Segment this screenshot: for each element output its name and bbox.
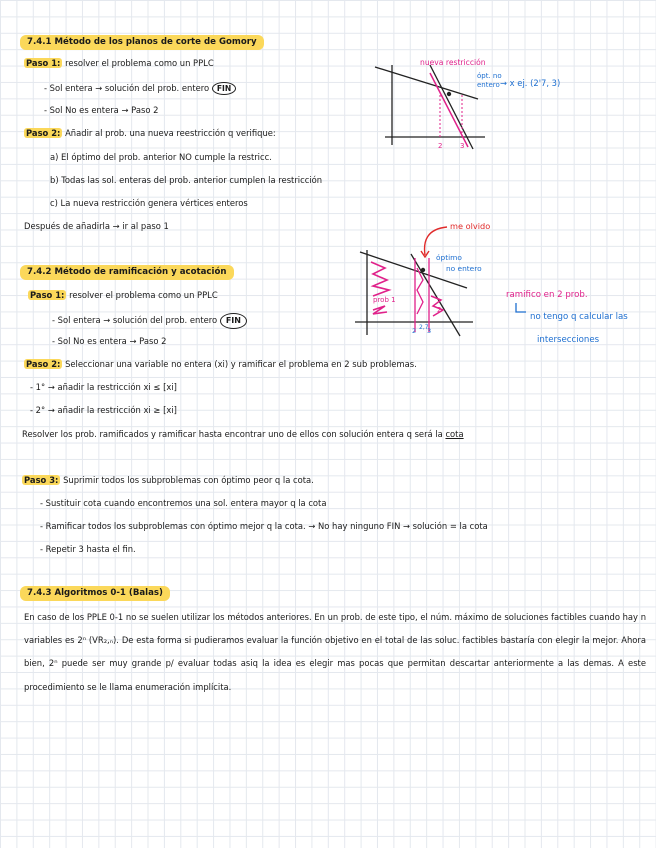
fin-badge-b: FIN [220,313,247,329]
paso-2-label: Paso 2: [26,128,61,138]
sketch2-prob2-label: 2 [437,306,442,314]
sketch2-tick-2: 2 [412,327,417,335]
paso-1-label: Paso 1: [26,58,61,68]
sol-no-entera-b-text: - Sol No es entera → Paso 2 [52,336,167,346]
sketch1-optimum-point [447,92,451,96]
paso-2b-line [24,359,417,370]
paso-3-label: Paso 3: [24,475,59,485]
me-olvido-label: me olvido [450,221,491,231]
example-point-label: → x ej. (2'7, 3) [500,78,561,88]
condition-a: a) El óptimo del prob. anterior NO cumple la restricc. [50,152,272,162]
section-heading-7-4-1: 7.4.1 Método de los planos de corte de Gomory [20,35,264,50]
condition-c: c) La nueva restricción genera vértices enteros [50,198,248,208]
paso-1b-line [28,290,218,301]
paso-1-text: resolver el problema como un PPLC [65,58,214,68]
sketch2-optimum-point [421,268,425,272]
ramificar-text: - Ramificar todos los subproblemas con óptimo mejor q la cota. → No hay ninguno FIN → solución = la cota [40,521,488,531]
sketch1-constraint-1 [375,67,478,99]
opt-no-label: ópt. no [477,72,502,80]
paso-2-text: Añadir al prob. una nueva reestricción q verifique: [65,128,276,138]
cota-word: cota [445,429,464,439]
resolver-text: Resolver los prob. ramificados y ramificar hasta encontrar uno de ellos con solución entera q será la [22,429,443,439]
paso-2b-label: Paso 2: [26,359,61,369]
sketch2-middle-hatch [417,268,423,314]
paso-3-line [22,475,314,486]
repetir-text: - Repetir 3 hasta el fin. [40,544,136,554]
paso-1b-text: resolver el problema como un PPLC [69,290,218,300]
sketch1-tick-3: 3 [460,142,465,150]
nueva-restriccion-label: nueva restricción [420,58,486,67]
sketch2-prob1-hatch [371,262,389,314]
sol-entera-text: - Sol entera → solución del prob. entero [44,83,210,93]
condition-b: b) Todas las sol. enteras del prob. anterior cumplen la restricción [50,175,323,185]
sketch2-tick-27: 2,7 [419,324,429,331]
gomory-sketch [370,55,610,155]
paso-1b-label: Paso 1: [30,290,65,300]
entero-label: entero [477,81,500,89]
sol-entera-line [44,82,236,95]
paso-3-text: Suprimir todos los subproblemas con óptimo peor q la cota. [63,475,314,485]
resolver-line [22,429,464,440]
section-heading-7-4-3: 7.4.3 Algoritmos 0-1 (Balas) [20,586,170,601]
sustituir-text: - Sustituir cota cuando encontremos una sol. entera mayor q la cota [40,498,327,508]
optimo-label: óptimo [436,253,462,262]
fin-badge: FIN [212,82,236,95]
restriction-2: - 2° → añadir la restricción xi ≥ [xi] [30,405,177,415]
restriction-1: - 1° → añadir la restricción xi ≤ [xi] [30,382,177,392]
intersecciones-label: intersecciones [537,335,600,345]
after-step-text: Después de añadirla → ir al paso 1 [24,221,169,231]
no-tengo-label: no tengo q calcular las [530,312,628,322]
sketch2-tick-3: 3 [427,327,432,335]
sol-no-entera-text: - Sol No es entera → Paso 2 [44,105,159,115]
sol-entera-b-line [52,313,247,329]
sol-entera-b-text: - Sol entera → solución del prob. entero [52,315,218,325]
note-hook-arrow [514,302,528,316]
paso-2b-text: Seleccionar una variable no entera (xi) y ramificar el problema en 2 sub problemas. [65,359,417,369]
section-heading-7-4-2: 7.4.2 Método de ramificación y acotación [20,265,234,280]
paso-1-line [24,58,214,69]
balas-paragraph: En caso de los PPLE 0-1 no se suelen utilizar los métodos anteriores. En un prob. de este tipo, el núm. máximo de soluciones factibles cuando hay n variables es 2ⁿ (VR₂,ₙ). De esta forma si pudieramos evaluar la función objetivo en el total de las soluc. factibles bastaría con elegir la mejor. Ahora bien, 2ⁿ puede ser muy grande p/ evaluar todas asiq la idea es elegir mas pocas que permitan descartar anteriormente a las demas. A este procedimiento se le llama enumeración implícita. [24,612,646,692]
ramifico-label: ramifico en 2 prob. [506,290,588,300]
no-entero-label: no entero [446,264,482,273]
sketch1-tick-2: 2 [438,142,443,150]
sketch2-prob1-label: prob 1 [373,296,396,304]
paso-2-line [24,128,276,139]
